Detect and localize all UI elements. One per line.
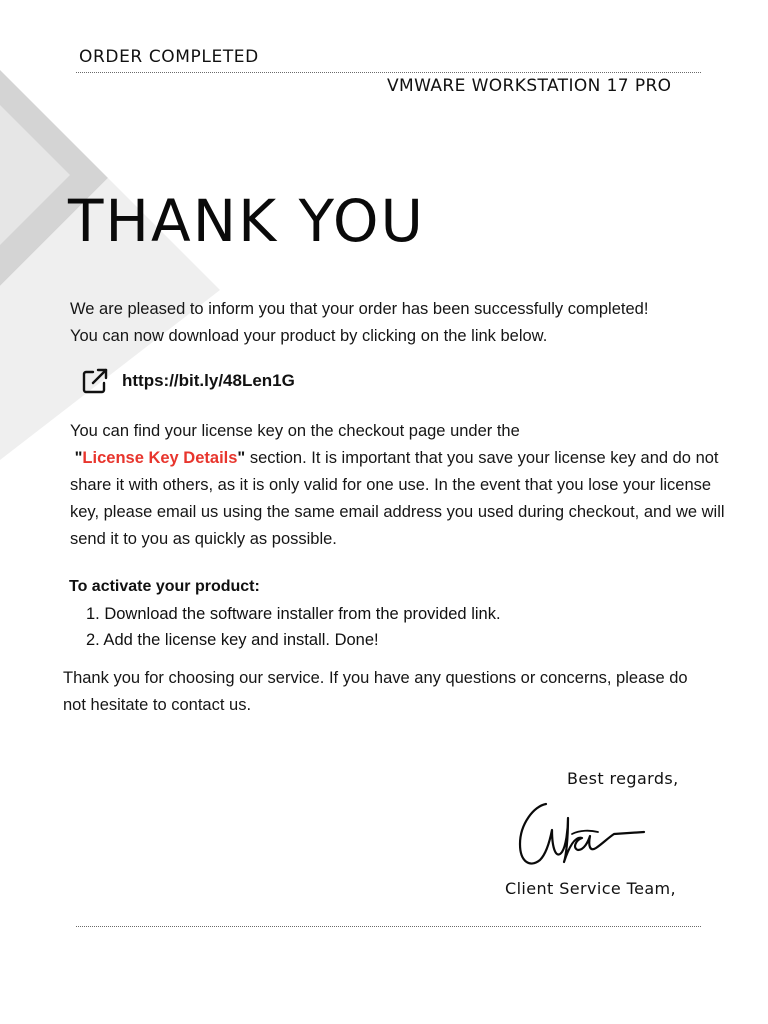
license-line-1: You can find your license key on the checkout page under the xyxy=(70,422,520,440)
client-service-team: Client Service Team, xyxy=(505,879,676,898)
closing-paragraph: Thank you for choosing our service. If you have any questions or concerns, please do not hesitate to contact us. xyxy=(63,669,688,714)
license-body xyxy=(70,445,730,553)
license-paragraph xyxy=(70,418,730,553)
quote-close: " xyxy=(237,449,246,467)
step-item: 2. Add the license key and install. Done! xyxy=(86,631,379,649)
handwritten-signature xyxy=(510,800,650,874)
intro-line-1: We are pleased to inform you that your order has been successfully completed! xyxy=(70,300,649,318)
page-title: THANK YOU xyxy=(68,187,425,255)
intro-line-2: You can now download your product by clicking on the link below. xyxy=(70,327,548,345)
product-name: VMWARE WORKSTATION 17 PRO xyxy=(387,76,672,96)
download-url[interactable]: https://bit.ly/48Len1G xyxy=(122,371,295,390)
quote-open: " xyxy=(74,449,83,467)
intro-paragraph xyxy=(70,296,750,350)
footer-divider xyxy=(76,926,701,927)
header-divider xyxy=(76,72,701,73)
activation-steps xyxy=(86,601,501,653)
license-key-details-highlight: License Key Details xyxy=(82,449,238,467)
order-status: ORDER COMPLETED xyxy=(79,47,259,67)
license-rest: section. It is important that you save your license key and do not share it with others, as it is only valid for one use. In the event that you lose your license key, please email us using the same email address you used during checkout, and we will send it to you as quickly as possible. xyxy=(70,449,725,548)
external-link-icon xyxy=(80,366,110,396)
best-regards: Best regards, xyxy=(567,769,679,788)
step-item: 1. Download the software installer from the provided link. xyxy=(86,605,501,623)
download-link[interactable] xyxy=(80,366,295,396)
activation-heading: To activate your product: xyxy=(69,578,260,595)
